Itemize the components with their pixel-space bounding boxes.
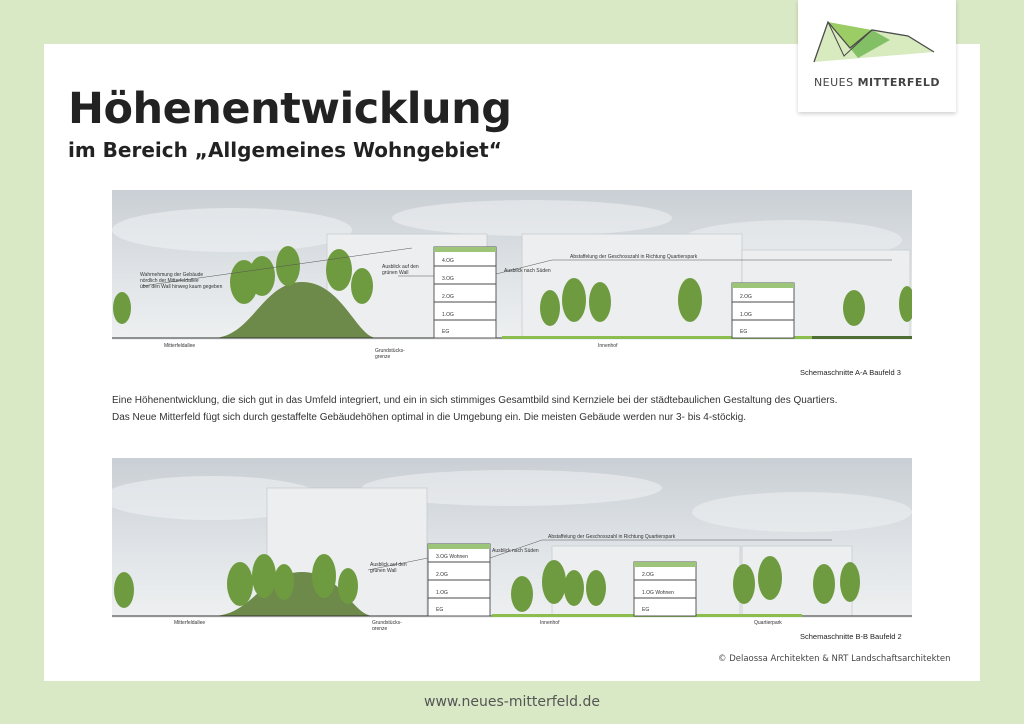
floor-label: 2.OG	[642, 572, 654, 578]
floor-label: 1.OG	[740, 312, 752, 318]
annotation-view-2: grünen Wall	[382, 270, 409, 276]
footer-url-link[interactable]: www.neues-mitterfeld.de	[424, 694, 600, 710]
label-boundary-1: Grundstücks-	[375, 348, 405, 354]
annotation-perception-1: Wahrnehmung der Gebäude	[140, 272, 204, 278]
floor-label: 1.OG Wohnen	[642, 590, 674, 596]
brand-mark-icon	[798, 0, 956, 76]
section-a-diagram	[112, 190, 912, 360]
label-street: Mitterfeldallee	[164, 343, 196, 349]
floor-label: 2.OG	[442, 294, 454, 300]
copyright-notice: © Delaossa Architekten & NRT Landschaftsarchitekten	[718, 654, 951, 664]
floor-label: 4.OG	[442, 258, 454, 264]
annotation-staggering: Abstaffelung der Geschosszahl in Richtung Quartierspark	[570, 254, 698, 260]
floor-label: 2.OG	[740, 294, 752, 300]
brand-logo[interactable]	[798, 0, 956, 112]
section-b-caption: Schemaschnitte B-B Baufeld 2	[800, 632, 902, 641]
label-boundary-2: grenze	[372, 626, 388, 630]
label-street: Mitterfeldallee	[174, 620, 206, 626]
section-b-diagram	[112, 458, 912, 630]
floor-label: EG	[740, 329, 748, 335]
floor-label: 1.OG	[442, 312, 454, 318]
intro-line: Eine Höhenentwicklung, die sich gut in das Umfeld integriert, und ein in sich stimmiges Gesamtbild sind Kernziele bei der städtebaulichen Gestaltung des Quartiers.	[112, 395, 838, 406]
floor-label: 3.OG Wohnen	[436, 554, 468, 560]
intro-line: Das Neue Mitterfeld fügt sich durch gestaffelte Gebäudehöhen optimal in die Umgebung ein. Die meisten Gebäude werden nur 3- bis 4-stöckig.	[112, 412, 747, 423]
page-title: Höhenentwicklung	[68, 84, 512, 134]
label-boundary-2: grenze	[375, 354, 391, 360]
floor-label: 3.OG	[442, 276, 454, 282]
section-a-caption: Schemaschnitte A-A Baufeld 3	[800, 368, 901, 377]
annotation-perception-3: über den Wall hinweg kaum gegeben	[140, 284, 223, 290]
floor-label: EG	[642, 607, 650, 613]
page-subtitle: im Bereich „Allgemeines Wohngebiet“	[68, 138, 502, 162]
label-boundary-1: Grundstücks-	[372, 620, 402, 626]
annotation-south: Ausblick nach Süden	[504, 268, 551, 274]
floor-label: EG	[442, 329, 450, 335]
annotation-view-1: Ausblick auf den	[370, 562, 407, 568]
annotation-south: Ausblick nach Süden	[492, 548, 539, 554]
label-courtyard: Innenhof	[540, 620, 560, 626]
intro-text	[112, 392, 932, 426]
label-park: Quartierpark	[754, 620, 782, 626]
annotation-view-2: grünen Wall	[370, 568, 397, 574]
floor-label: 1.OG	[436, 590, 448, 596]
annotation-perception-2: nördlich der Mitterfeldallee	[140, 278, 199, 284]
floor-label: EG	[436, 607, 444, 613]
brand-name: NEUES MITTERFELD	[813, 76, 941, 89]
label-courtyard: Innenhof	[598, 343, 618, 349]
annotation-staggering: Abstaffelung der Geschosszahl in Richtung Quartierspark	[548, 534, 676, 540]
floor-label: 2.OG	[436, 572, 448, 578]
annotation-view-1: Ausblick auf den	[382, 264, 419, 270]
